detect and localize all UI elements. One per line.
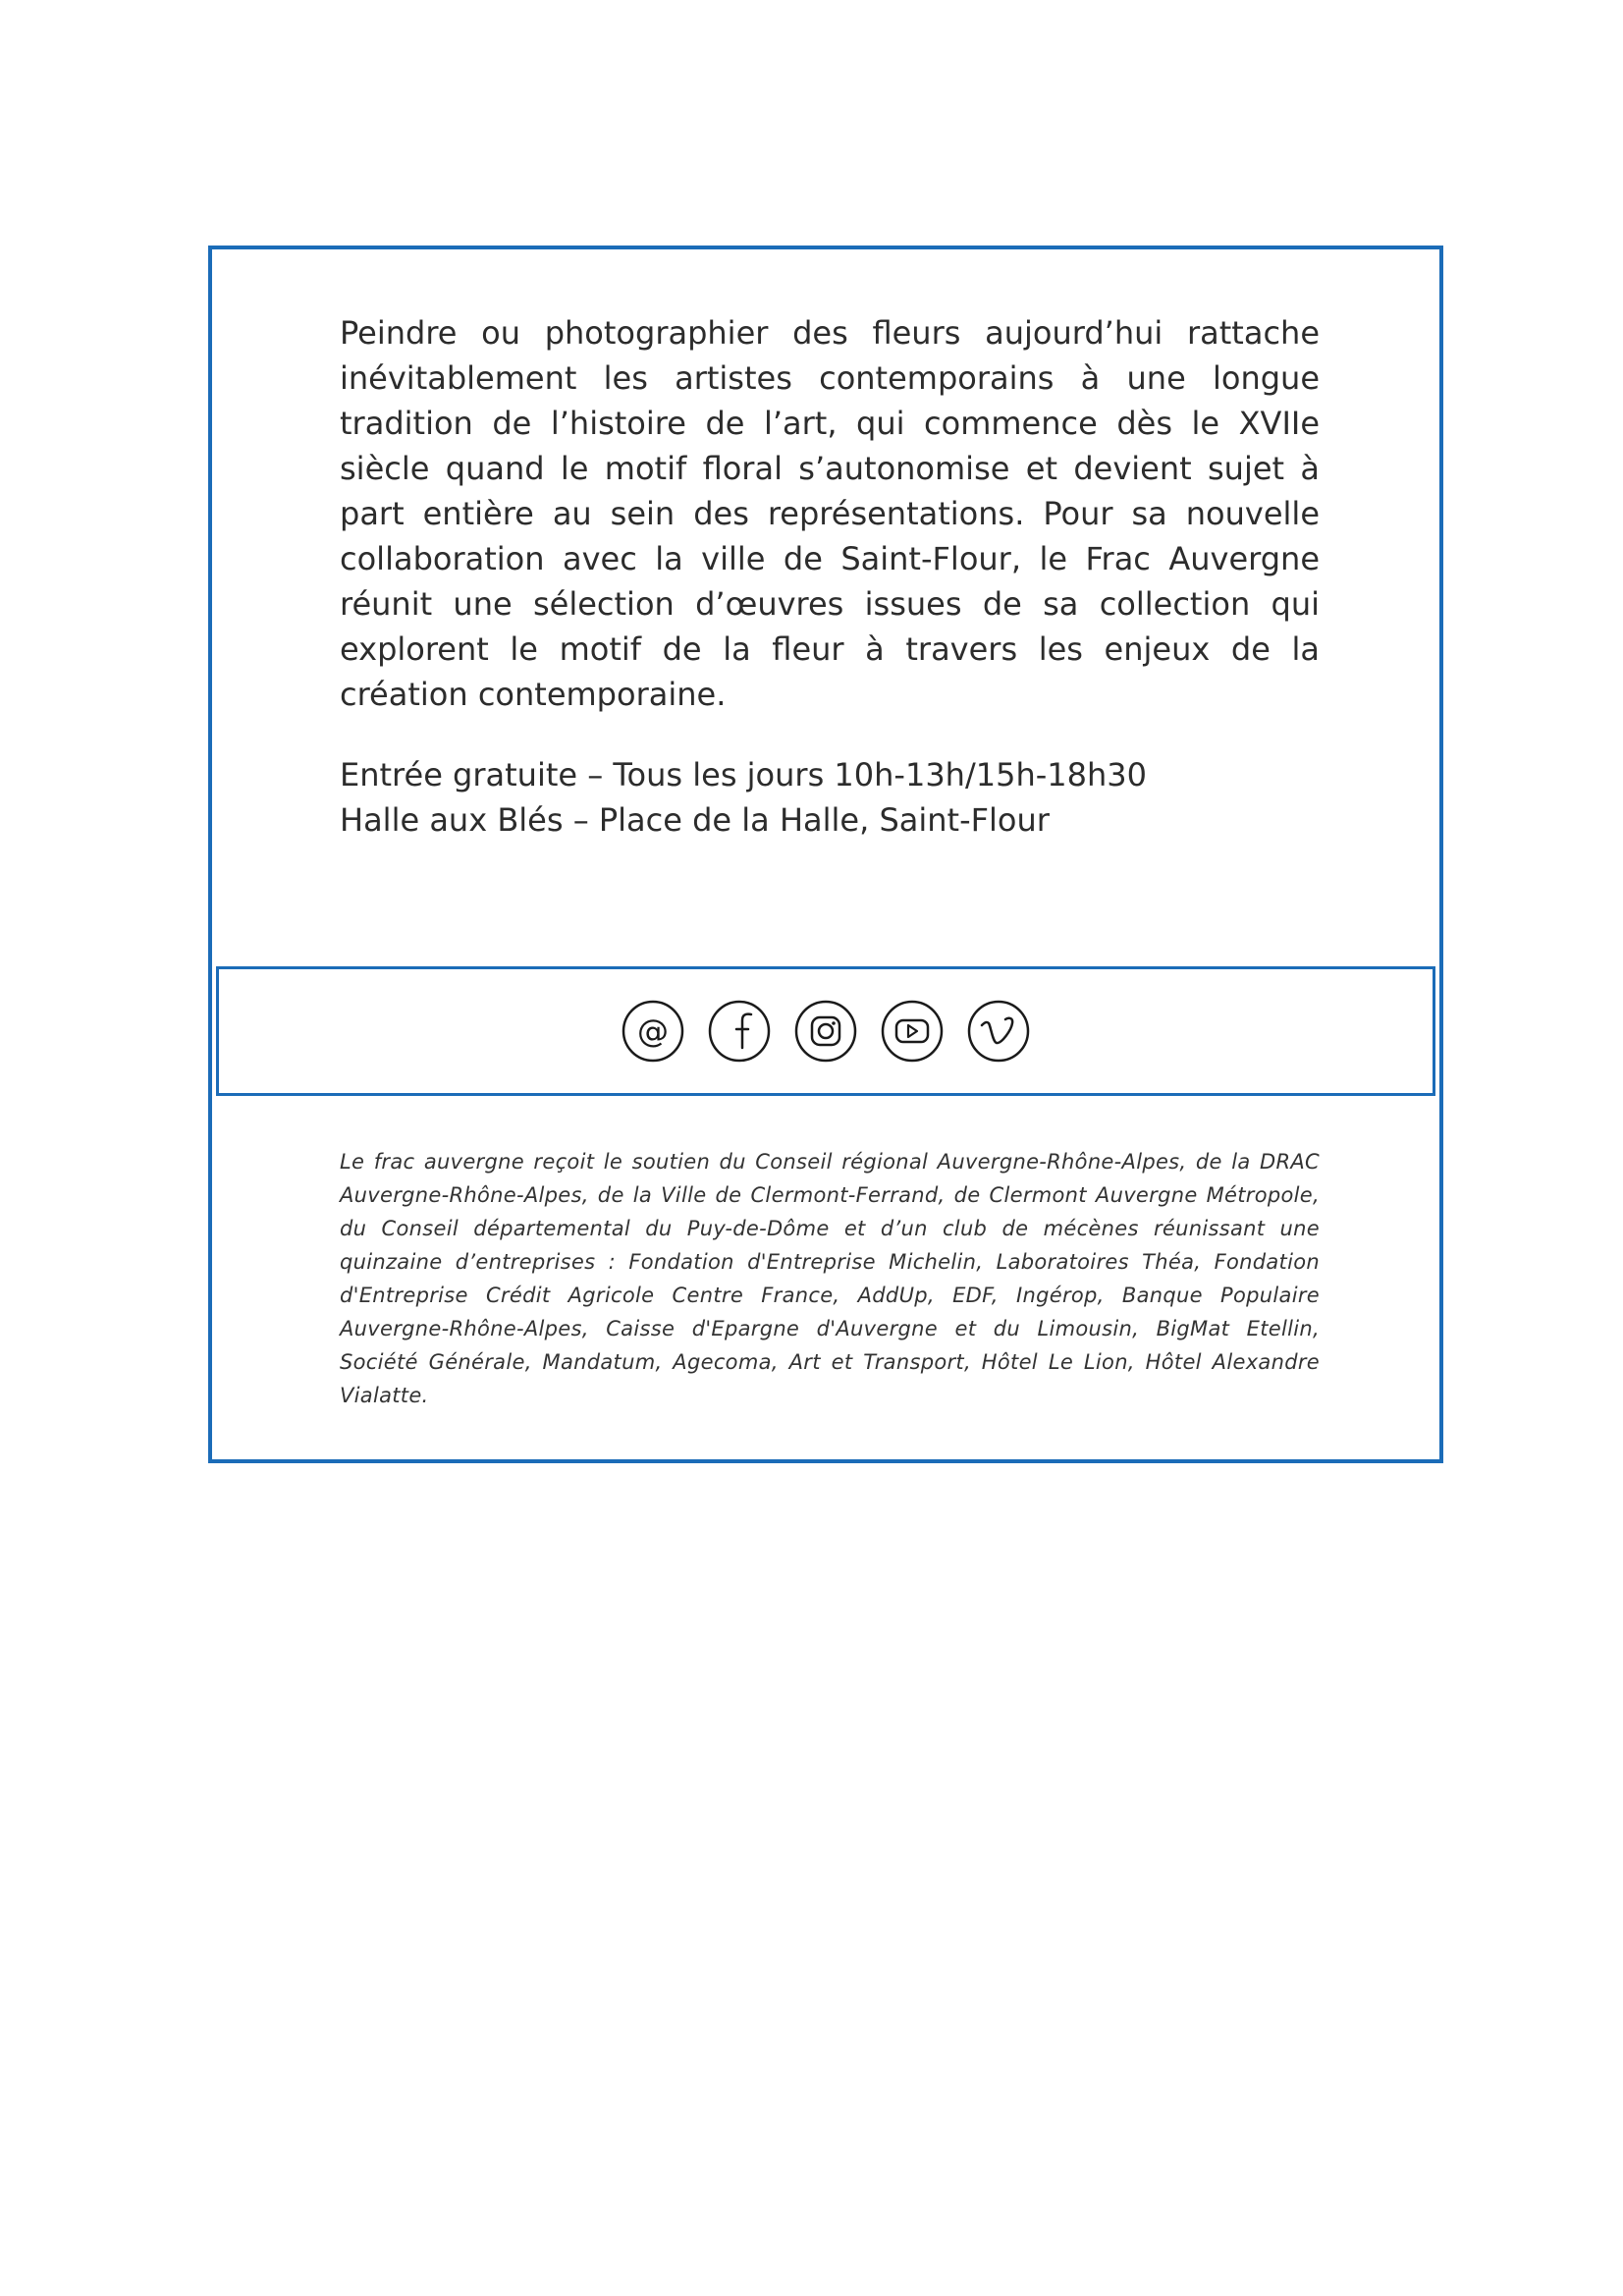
intro-paragraph: Peindre ou photographier des fleurs aujourd’hui rattache inévitablement les artistes contemporains à une longue tradition de l’histoire de l’art, qui commence dès le XVIIe siècle quand le motif floral s’autonomise et devient sujet à part entière au sein des représentations. Pour sa nouvelle collaboration avec la ville de Saint-Flour, le Frac Auvergne réunit une sélection d’œuvres issues de sa collection qui explorent le motif de la fleur à travers les enjeux de la création contemporaine. xyxy=(340,314,1320,713)
vimeo-icon[interactable] xyxy=(966,999,1031,1064)
opening-hours: Entrée gratuite – Tous les jours 10h-13h/15h-18h30 xyxy=(340,756,1147,793)
content-frame xyxy=(208,246,1443,1463)
sponsors-notice: Le frac auvergne reçoit le soutien du Conseil régional Auvergne-Rhône-Alpes, de la DRAC Auvergne-Rhône-Alpes, de la Ville de Clermont-Ferrand, de Clermont Auvergne Métropole, du Conseil départemental du Puy-de-Dôme et d’un club de mécènes réunissant une quinzaine d’entreprises : Fondation d'Entreprise Michelin, Laboratoires Théa, Fondation d'Entreprise Crédit Agricole Centre France, AddUp, EDF, Ingérop, Banque Populaire Auvergne-Rhône-Alpes, Caisse d'Epargne d'Auvergne et du Limousin, BigMat Etellin, Société Générale, Mandatum, Agecoma, Art et Transport, Hôtel Le Lion, Hôtel Alexandre Vialatte. xyxy=(340,1150,1320,1407)
youtube-icon[interactable] xyxy=(880,999,945,1064)
svg-text:@: @ xyxy=(637,1012,669,1050)
social-links-band xyxy=(216,966,1435,1096)
email-icon[interactable] xyxy=(621,999,685,1064)
instagram-icon[interactable] xyxy=(793,999,858,1064)
venue-address: Halle aux Blés – Place de la Halle, Saint-Flour xyxy=(340,801,1050,839)
facebook-icon[interactable] xyxy=(707,999,772,1064)
visit-info xyxy=(340,752,1320,843)
